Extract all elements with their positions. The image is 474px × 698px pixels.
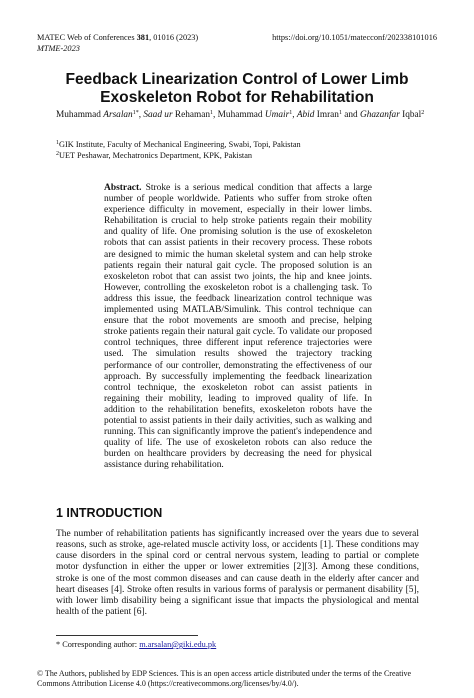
running-header	[37, 33, 437, 54]
author-4: Abid Imran$^1$ and	[296, 110, 361, 120]
title-line-1: Feedback Linearization Control of Lower Limb	[65, 71, 409, 88]
footnote: * Corresponding author: m.arsalan@giki.edu.pk	[56, 640, 217, 649]
affiliation-2: $^2$UET Peshawar, Mechatronics Department, KPK, Pakistan	[56, 151, 253, 160]
author-list	[56, 108, 428, 121]
author-1: Muhammad Arsalan$^{1*}$,	[56, 110, 144, 120]
copyright-notice: © The Authors, published by EDP Sciences. This is an open access article distributed under the terms of the Creative Commons Attribution License 4.0 (https://creativecommons.org/licenses/by/4.0/).	[37, 669, 412, 688]
abstract-label: Abstract.	[104, 183, 142, 193]
abstract-text: Stroke is a serious medical condition that affects a large number of people worldwide. Patients who suffer from stroke often experience difficulty in movement, especially in their lower limbs. Rehabilitation is crucial to help stroke patients regain their mobility and quality of life. One promising solution is the use of exoskeleton robots that can assist patients in their recovery process. These robots are designed to mimic the human skeletal system and can help stroke patients regain their natural gait cycle. The proposed solution is an exoskeleton robot that can assist two joints, the hip and knee joints. However, controlling the exoskeleton robot is a challenging task. To address this issue, the feedback linearization control technique was implemented using MATLAB/Simulink. This control technique can ensure that the robot movements are smooth and precise, helping stroke patients regain their natural gait cycle. To validate our proposed control techniques, three different input reference trajectories were used. The simulation results showed the trajectory tracking performance of our controller, demonstrating the effectiveness of our approach. By successfully implementing the feedback linearization control technique, the exoskeleton robot can assist patients in regaining their mobility, leading to improved quality of life. In addition to the rehabilitation benefits, exoskeleton robots have the potential to assist patients in their daily activities, such as walking and running. This can significantly improve the patient's independence and quality of life. The use of exoskeleton robots can also reduce the burden on healthcare providers by decreasing the need for physical assistance during rehabilitation.	[104, 183, 372, 471]
introduction-paragraph: The number of rehabilitation patients has significantly increased over the years due to several reasons, such as stroke, age-related muscle activity loss, or accidents [1]. These conditions may cause disorders in the spinal cord or central nervous system, leading to partial or complete motor dysfunction in either the upper or lower extremities [2][3]. Among these conditions, stroke is one of the most common diseases and can cause death in the elderly after cancer and heart diseases [4]. Stroke often results in various forms of paralysis or permanent disability [5], with lower limb disability being a significant issue that impacts the physiological and mental health of the patient [6].	[56, 529, 419, 618]
title-line-2: Exoskeleton Robot for Rehabilitation	[100, 89, 374, 106]
email-link[interactable]: m.arsalan@giki.edu.pk	[139, 640, 217, 649]
author-2: Saad ur Rehaman$^1$,	[143, 110, 218, 120]
author-5: Ghazanfar Iqbal$^2$	[360, 110, 425, 120]
journal-info	[37, 33, 198, 54]
abstract	[104, 183, 372, 471]
footnote-rule	[56, 635, 198, 636]
affiliation-1: $^1$GIK Institute, Faculty of Mechanical Engineering, Swabi, Topi, Pakistan	[56, 140, 301, 149]
volume-number: 381	[136, 33, 150, 42]
author-3: Muhammad Umair$^1$,	[217, 110, 297, 120]
conference-name: MTME-2023	[37, 43, 80, 53]
section-heading: 1 INTRODUCTION	[56, 506, 163, 520]
doi-link[interactable]: https://doi.org/10.1051/matecconf/202338101016	[272, 33, 437, 42]
paper-title	[30, 71, 444, 107]
journal-citation: MATEC Web of Conferences 381, 01016 (2023)	[37, 33, 199, 42]
